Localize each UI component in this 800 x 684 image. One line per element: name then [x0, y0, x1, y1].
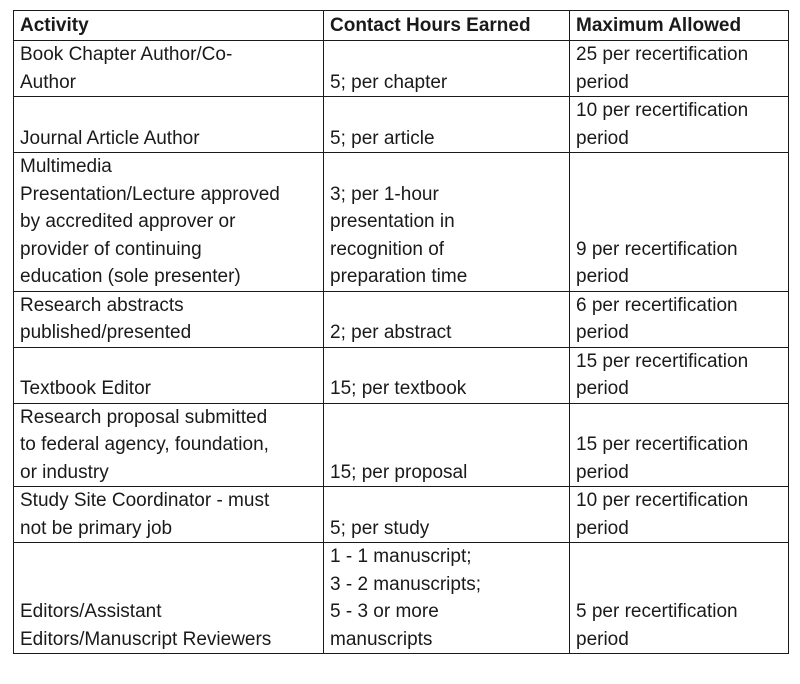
activity-cell: Book Chapter Author/Co- Author — [14, 41, 324, 97]
hours-cell: 5; per article — [324, 97, 570, 153]
header-maximum-allowed: Maximum Allowed — [570, 11, 789, 41]
table-row — [14, 41, 789, 97]
contact-hours-table — [13, 10, 789, 654]
activity-cell: Journal Article Author — [14, 97, 324, 153]
table-row — [14, 487, 789, 543]
activity-cell: Study Site Coordinator - must not be primary job — [14, 487, 324, 543]
activity-cell: Multimedia Presentation/Lecture approved by accredited approver or provider of continuing education (sole presenter) — [14, 153, 324, 292]
hours-cell: 1 - 1 manuscript; 3 - 2 manuscripts; 5 - 3 or more manuscripts — [324, 543, 570, 654]
activity-cell: Research proposal submitted to federal agency, foundation, or industry — [14, 403, 324, 487]
hours-cell: 5; per chapter — [324, 41, 570, 97]
max-cell: 15 per recertification period — [570, 347, 789, 403]
max-cell: 25 per recertification period — [570, 41, 789, 97]
activity-cell: Editors/Assistant Editors/Manuscript Reviewers — [14, 543, 324, 654]
hours-cell: 15; per proposal — [324, 403, 570, 487]
activity-cell: Research abstracts published/presented — [14, 291, 324, 347]
hours-cell: 15; per textbook — [324, 347, 570, 403]
max-cell: 10 per recertification period — [570, 97, 789, 153]
max-cell: 6 per recertification period — [570, 291, 789, 347]
header-contact-hours: Contact Hours Earned — [324, 11, 570, 41]
header-activity: Activity — [14, 11, 324, 41]
max-cell: 10 per recertification period — [570, 487, 789, 543]
activity-cell: Textbook Editor — [14, 347, 324, 403]
hours-cell: 3; per 1-hour presentation in recognition of preparation time — [324, 153, 570, 292]
max-cell: 15 per recertification period — [570, 403, 789, 487]
table-row — [14, 153, 789, 292]
table-row — [14, 543, 789, 654]
hours-cell: 5; per study — [324, 487, 570, 543]
max-cell: 5 per recertification period — [570, 543, 789, 654]
hours-cell: 2; per abstract — [324, 291, 570, 347]
table-row — [14, 291, 789, 347]
table-row — [14, 97, 789, 153]
max-cell: 9 per recertification period — [570, 153, 789, 292]
header-row — [14, 11, 789, 41]
table-row — [14, 347, 789, 403]
table-row — [14, 403, 789, 487]
